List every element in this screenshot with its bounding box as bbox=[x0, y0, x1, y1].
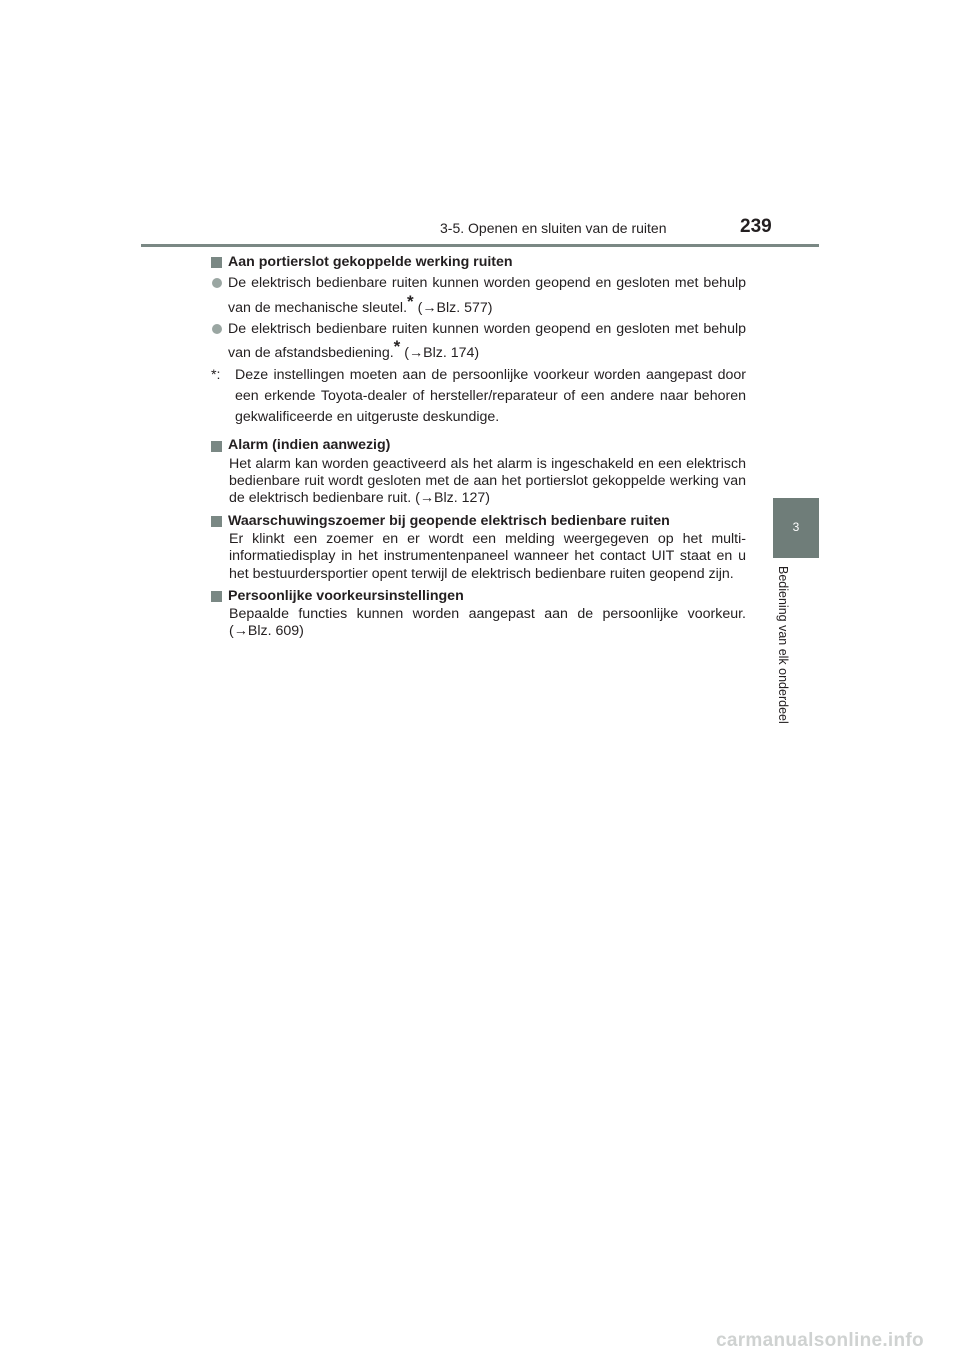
footnote-star: * bbox=[407, 291, 414, 311]
section-heading: Alarm (indien aanwezig) bbox=[211, 437, 746, 454]
round-bullet-icon bbox=[212, 324, 222, 334]
section-heading: Persoonlijke voorkeursinstellingen bbox=[211, 588, 746, 605]
watermark-logo: carmanualsonline.info bbox=[716, 1330, 924, 1351]
chapter-tab-number: 3 bbox=[792, 520, 800, 534]
section-heading: Waarschuwingszoemer bij geopende elektrisch bedienbare ruiten bbox=[211, 513, 746, 530]
square-bullet-icon bbox=[211, 257, 222, 268]
section-text: Het alarm kan worden geactiveerd als het alarm is ingeschakeld en een elektrisch bedienbare ruit wordt gesloten met de aan het portierslot gekoppelde werking van de elektrisch bedienbare ruit. (→Blz. 127) bbox=[229, 455, 746, 507]
page-content bbox=[211, 254, 746, 641]
footnote bbox=[211, 365, 746, 428]
list-item: De elektrisch bedienbare ruiten kunnen worden geopend en gesloten met behulp van de mechanische sleutel.* (→Blz. 577) bbox=[211, 275, 746, 317]
chapter-title: Bediening van elk onderdeel bbox=[776, 566, 790, 724]
round-bullet-icon bbox=[212, 278, 222, 288]
footnote-star: * bbox=[393, 337, 401, 357]
footnote-mark: *: bbox=[211, 367, 221, 384]
square-bullet-icon bbox=[211, 516, 222, 527]
square-bullet-icon bbox=[211, 591, 222, 602]
section-text: Er klinkt een zoemer en er wordt een melding weergegeven op het multi-informatiedisplay in het instrumentenpaneel wanneer het contact UIT staat en u het bestuurdersportier opent terwijl de elektrisch bedienbare ruiten geopend zijn. bbox=[229, 530, 746, 582]
section-heading: Aan portierslot gekoppelde werking ruiten bbox=[211, 254, 746, 271]
section-text: Bepaalde functies kunnen worden aangepast aan de persoonlijke voorkeur. (→Blz. 609) bbox=[229, 606, 746, 640]
footnote-text: Deze instellingen moeten aan de persoonlijke voorkeur worden aangepast door een erkende Toyota-dealer of hersteller/reparateur of een andere naar behoren gekwalificeerde en uitgeruste deskundige. bbox=[235, 367, 746, 426]
section-header: 3-5. Openen en sluiten van de ruiten bbox=[440, 220, 667, 236]
page-reference: (→Blz. 174) bbox=[404, 345, 480, 362]
chapter-title-vertical bbox=[776, 566, 807, 766]
page-number: 239 bbox=[740, 216, 772, 237]
square-bullet-icon bbox=[211, 441, 222, 452]
list-item: De elektrisch bedienbare ruiten kunnen worden geopend en gesloten met behulp van de afstandsbediening.* (→Blz. 174) bbox=[211, 321, 746, 363]
header-divider bbox=[141, 244, 819, 247]
page-reference: (→Blz. 577) bbox=[417, 299, 493, 316]
